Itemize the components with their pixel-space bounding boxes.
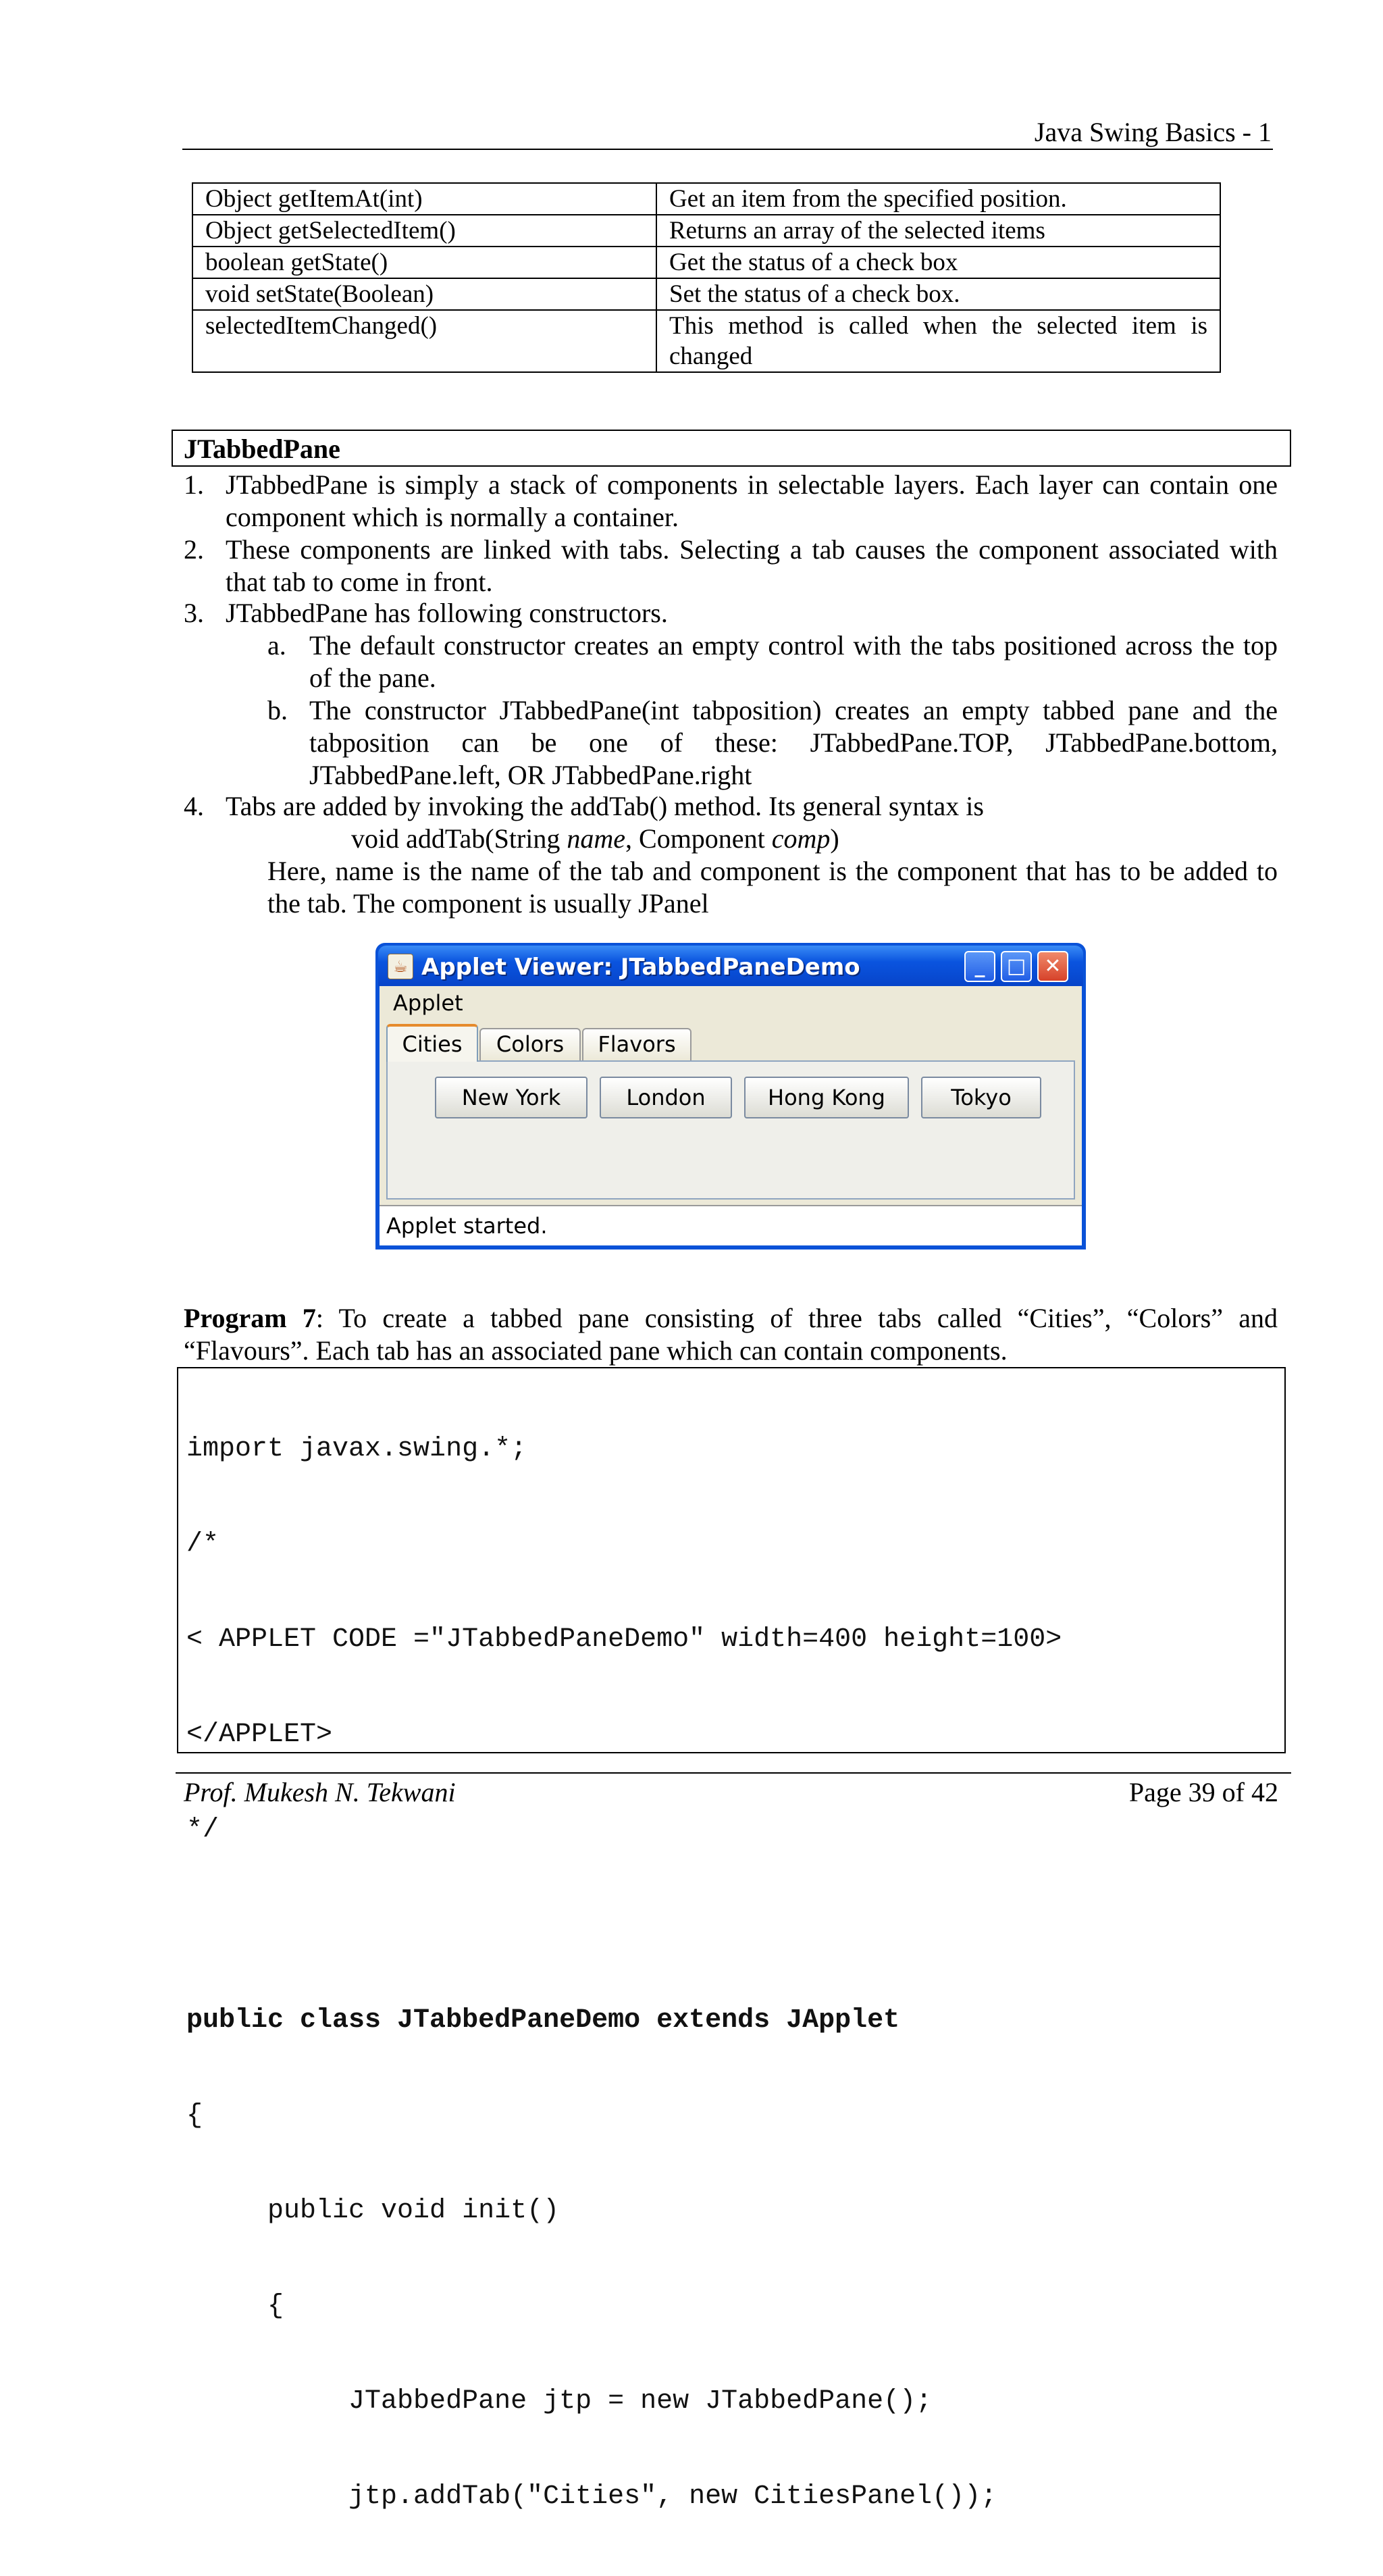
list-number: 4.: [184, 791, 204, 821]
code-line: {: [186, 2291, 284, 2321]
code-line: JTabbedPane jtp = new JTabbedPane();: [186, 2386, 933, 2417]
list-item: [184, 629, 1278, 694]
tab-panel: [386, 1060, 1075, 1200]
list-item: [184, 469, 1278, 534]
method-cell: selectedItemChanged(): [192, 310, 656, 372]
list-number: 1.: [184, 469, 204, 500]
description-cell: Returns an array of the selected items: [656, 215, 1220, 247]
menu-bar: [380, 986, 1082, 1019]
method-cell: boolean getState(): [192, 247, 656, 278]
applet-viewer-window: [375, 943, 1086, 1250]
title-bar[interactable]: [378, 946, 1083, 986]
status-text: Applet started.: [386, 1213, 548, 1239]
hong-kong-button[interactable]: Hong Kong: [744, 1077, 909, 1118]
list-item: [184, 597, 1278, 629]
code-line: */: [186, 1815, 219, 1845]
code-line: [186, 1909, 1062, 1941]
method-cell: Object getItemAt(int): [192, 183, 656, 215]
table-row: [192, 215, 1220, 247]
code-line: {: [186, 2101, 203, 2131]
tab-flavors[interactable]: Flavors: [582, 1028, 692, 1060]
table-row: [192, 247, 1220, 278]
footer-author: Prof. Mukesh N. Tekwani: [184, 1777, 456, 1807]
page-header-title: Java Swing Basics - 1: [1034, 117, 1272, 147]
section-body: [184, 469, 1278, 919]
syntax-suffix: ): [830, 823, 839, 854]
list-item: [184, 694, 1278, 792]
london-button[interactable]: London: [600, 1077, 732, 1118]
tab-colors[interactable]: Colors: [479, 1028, 581, 1060]
list-letter: a.: [267, 630, 286, 661]
list-text: The default constructor creates an empty control with the tabs positioned across the top of the pane.: [309, 630, 1278, 693]
method-cell: Object getSelectedItem(): [192, 215, 656, 247]
applet-menu[interactable]: Applet: [393, 990, 463, 1016]
description-cell: Set the status of a check box.: [656, 278, 1220, 310]
list-text: These components are linked with tabs. Selecting a tab causes the component associated with that tab to come in front.: [226, 534, 1278, 597]
program-intro: [184, 1302, 1278, 1367]
syntax-param-comp: comp: [771, 823, 831, 854]
page-number: Page 39 of 42: [1128, 1777, 1278, 1807]
new-york-button[interactable]: New York: [435, 1077, 588, 1118]
list-text: JTabbedPane is simply a stack of components in selectable layers. Each layer can contain one component which is normally a container.: [226, 469, 1278, 532]
list-item: [184, 790, 1278, 823]
table-row: [192, 310, 1220, 372]
maximize-button[interactable]: □: [1001, 951, 1032, 982]
section-title: JTabbedPane: [184, 434, 340, 464]
minimize-button[interactable]: _: [964, 951, 995, 982]
tokyo-button[interactable]: Tokyo: [921, 1077, 1041, 1118]
list-text: JTabbedPane has following constructors.: [226, 598, 668, 628]
code-listing: [186, 1370, 1062, 2576]
footer-divider: [176, 1772, 1291, 1774]
syntax-param-name: name: [567, 823, 626, 854]
program-label: Program 7: [184, 1303, 316, 1333]
window-title: Applet Viewer: JTabbedPaneDemo: [421, 954, 860, 981]
list-number: 3.: [184, 598, 204, 628]
list-item: [184, 534, 1278, 598]
list-letter: b.: [267, 695, 288, 725]
tab-cities[interactable]: Cities: [386, 1024, 478, 1062]
description-cell: Get an item from the specified position.: [656, 183, 1220, 215]
methods-table: [192, 182, 1221, 373]
java-cup-icon: ☕: [388, 954, 413, 979]
list-text: The constructor JTabbedPane(int tabposition) creates an empty tabbed pane and the tabposition can be one of these: JTabbedPane.TOP, JTabbedPane.bottom, JTabbedPane.left, OR JTabbedPane.right: [309, 695, 1278, 790]
program-description: : To create a tabbed pane consisting of three tabs called “Cities”, “Colors” and “Flavours”. Each tab has an associated pane which can contain components.: [184, 1303, 1278, 1366]
code-line: import javax.swing.*;: [186, 1434, 527, 1464]
code-line: jtp.addTab("Cities", new CitiesPanel());: [186, 2481, 997, 2512]
description-cell: Get the status of a check box: [656, 247, 1220, 278]
code-line: </APPLET>: [186, 1720, 333, 1750]
status-bar: [380, 1205, 1082, 1245]
code-line: public class JTabbedPaneDemo extends JApplet: [186, 2005, 900, 2036]
applet-content: [380, 1019, 1082, 1205]
table-row: [192, 183, 1220, 215]
list-number: 2.: [184, 534, 204, 565]
explanation: [184, 855, 1278, 920]
description-cell: This method is called when the selected item is changed: [656, 310, 1220, 372]
close-button[interactable]: ✕: [1037, 951, 1068, 982]
code-line: public void init(): [186, 2196, 560, 2226]
list-text: Tabs are added by invoking the addTab() method. Its general syntax is: [226, 791, 984, 821]
syntax-middle: , Component: [625, 823, 772, 854]
syntax-line: [351, 823, 1278, 855]
table-row: [192, 278, 1220, 310]
code-line: < APPLET CODE ="JTabbedPaneDemo" width=400 height=100>: [186, 1624, 1062, 1655]
explanation-text: Here, name is the name of the tab and component is the component that has to be added to the tab. The component is usually JPanel: [267, 856, 1278, 919]
syntax-prefix: void addTab(String: [351, 823, 567, 854]
header-divider: [182, 149, 1273, 150]
method-cell: void setState(Boolean): [192, 278, 656, 310]
code-line: /*: [186, 1529, 219, 1560]
